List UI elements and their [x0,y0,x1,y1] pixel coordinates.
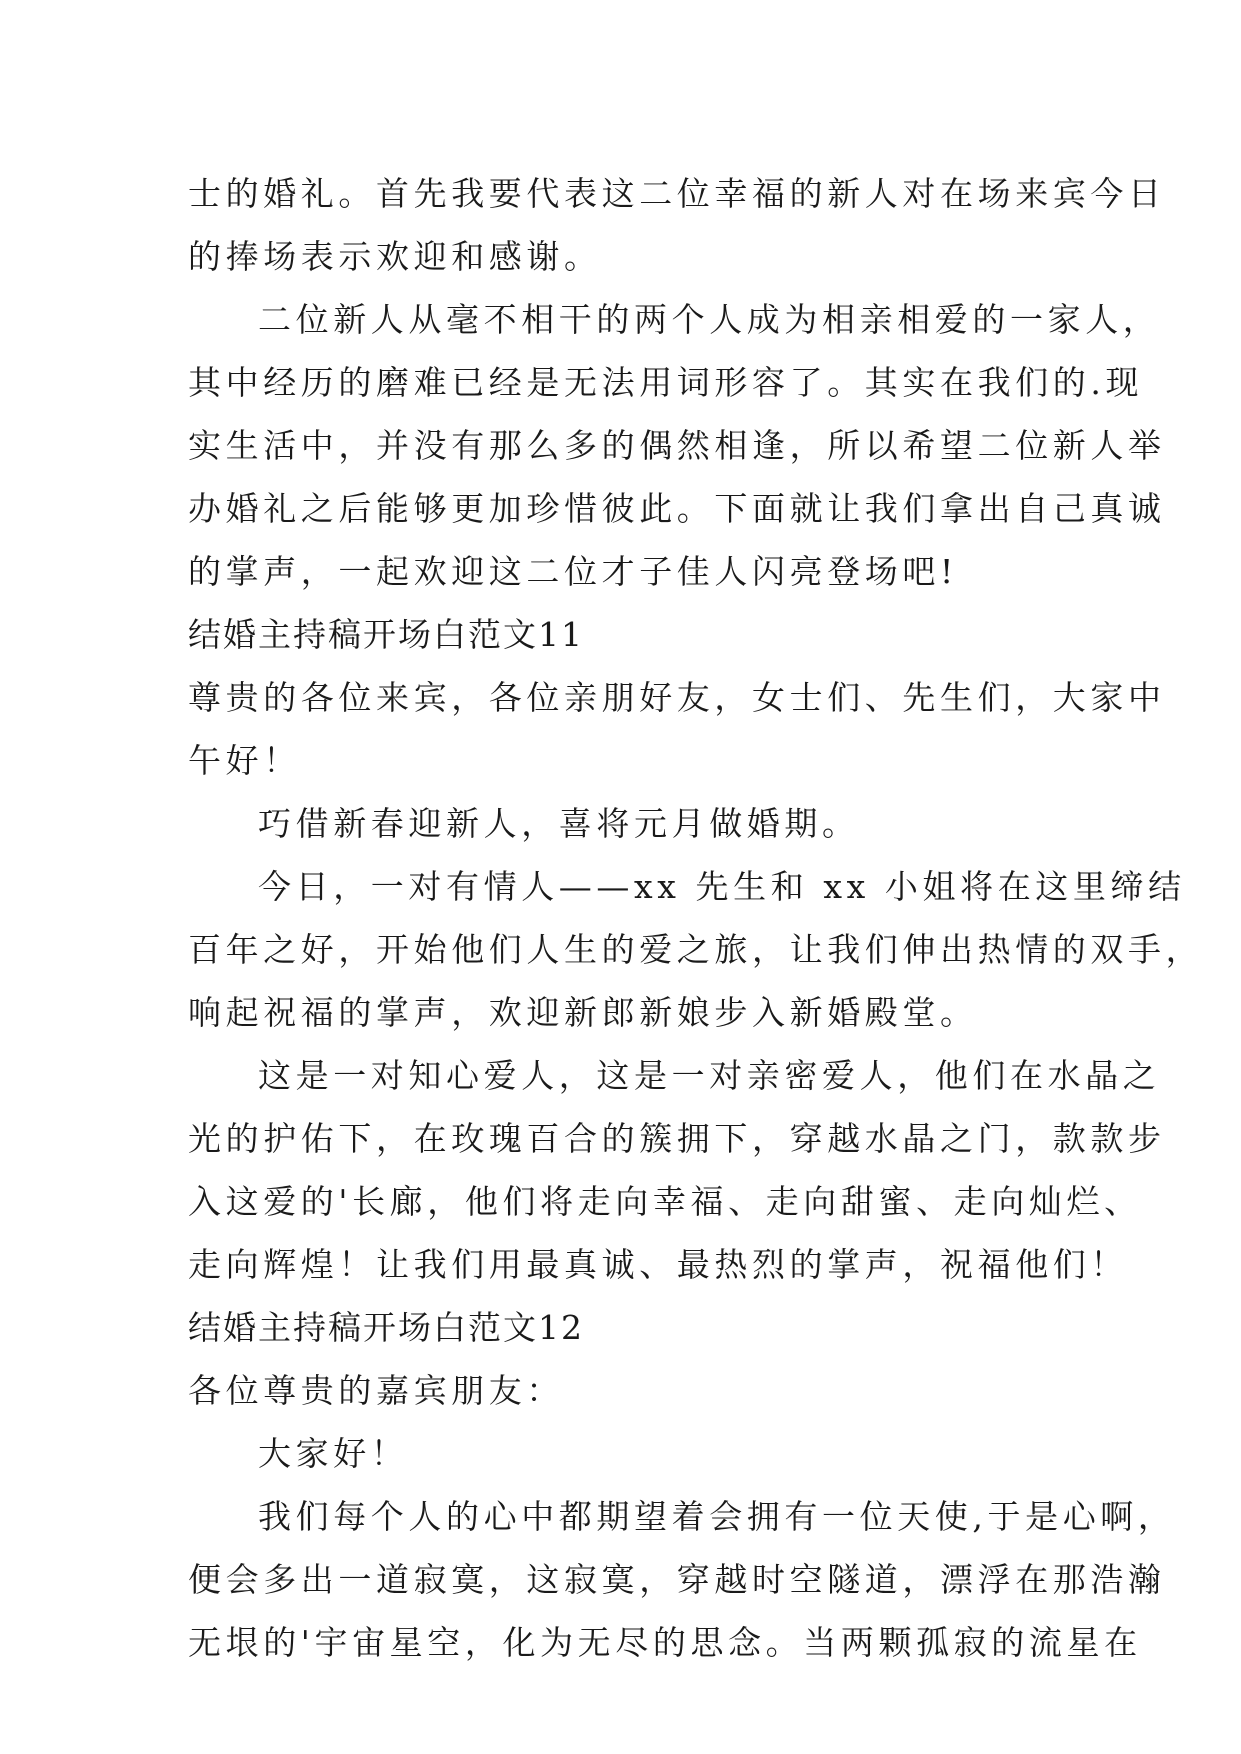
paragraph-line: 大家好！ [258,1434,409,1473]
paragraph-line: 其中经历的磨难已经是无法用词形容了。其实在我们的.现 [188,363,1144,402]
paragraph-line: 尊贵的各位来宾，各位亲朋好友，女士们、先生们，大家中 [188,678,1166,717]
paragraph-line: 响起祝福的掌声，欢迎新郎新娘步入新婚殿堂。 [188,993,978,1032]
paragraph-line: 光的护佑下，在玫瑰百合的簇拥下，穿越水晶之门，款款步 [188,1119,1166,1158]
paragraph-line: 今日，一对有情人——xx 先生和 xx 小姐将在这里缔结 [258,867,1186,906]
paragraph-line: 我们每个人的心中都期望着会拥有一位天使,于是心啊， [258,1497,1176,1536]
paragraph-line: 各位尊贵的嘉宾朋友： [188,1371,564,1410]
paragraph-line: 这是一对知心爱人，这是一对亲密爱人，他们在水晶之 [258,1056,1161,1095]
paragraph-line: 走向辉煌！让我们用最真诚、最热烈的掌声，祝福他们！ [188,1245,1128,1284]
paragraph-line: 士的婚礼。首先我要代表这二位幸福的新人对在场来宾今日 [188,174,1166,213]
section-heading: 结婚主持稿开场白范文12 [188,1308,584,1347]
paragraph-line: 二位新人从毫不相干的两个人成为相亲相爱的一家人， [258,300,1161,339]
paragraph-line: 实生活中，并没有那么多的偶然相逢，所以希望二位新人举 [188,426,1166,465]
paragraph-line: 入这爱的'长廊，他们将走向幸福、走向甜蜜、走向灿烂、 [188,1182,1142,1221]
paragraph-line: 无垠的'宇宙星空，化为无尽的思念。当两颗孤寂的流星在 [188,1623,1142,1662]
paragraph-line: 百年之好，开始他们人生的爱之旅，让我们伸出热情的双手， [188,930,1204,969]
paragraph-line: 便会多出一道寂寞，这寂寞，穿越时空隧道，漂浮在那浩瀚 [188,1560,1166,1599]
section-heading: 结婚主持稿开场白范文11 [188,615,584,654]
paragraph-line: 的掌声，一起欢迎这二位才子佳人闪亮登场吧! [188,552,958,591]
paragraph-line: 的捧场表示欢迎和感谢。 [188,237,602,276]
paragraph-line: 巧借新春迎新人，喜将元月做婚期。 [258,804,860,843]
paragraph-line: 午好！ [188,741,301,780]
paragraph-line: 办婚礼之后能够更加珍惜彼此。下面就让我们拿出自己真诚 [188,489,1166,528]
document-body [188,162,1204,1674]
